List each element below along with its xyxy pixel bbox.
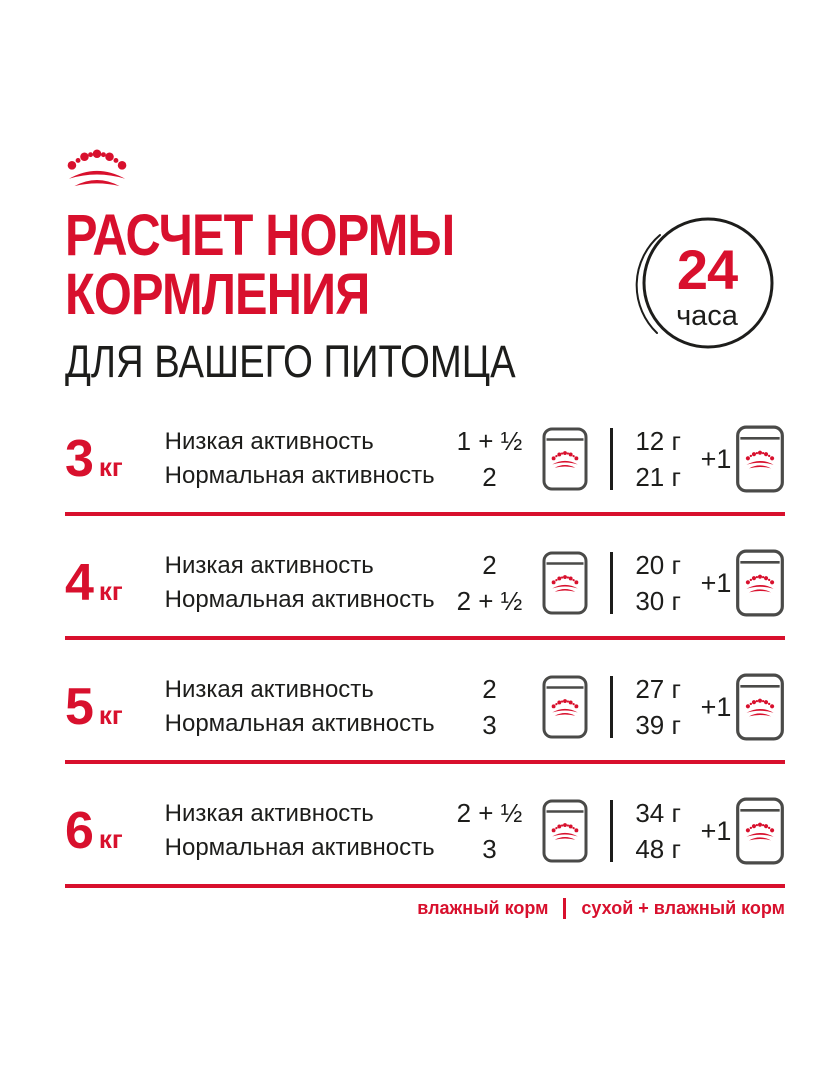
weight-label: 4 кг (65, 554, 123, 612)
page-subtitle: ДЛЯ ВАШЕГО ПИТОМЦА (65, 336, 516, 387)
legend-dry-plus-wet-food: сухой + влажный корм (581, 898, 785, 918)
dry-food-grams: 12 г 21 г (635, 426, 681, 492)
table-row-3kg (65, 392, 785, 516)
plus-one-pouch: +1 (700, 691, 732, 722)
wet-food-portions: 2 2 + ½ (456, 550, 523, 616)
weight-label: 6 кг (65, 802, 123, 860)
badge-hours-unit: часа (676, 300, 738, 332)
weight-label: 3 кг (65, 430, 123, 488)
royal-canin-crown-icon (66, 147, 128, 191)
column-divider (610, 552, 613, 614)
dry-food-grams: 27 г 39 г (635, 674, 681, 740)
wet-food-pouch-icon (542, 551, 588, 615)
wet-food-pouch-icon (735, 797, 785, 865)
wet-food-pouch-icon (735, 425, 785, 493)
page-title-line2: КОРМЛЕНИЯ (65, 262, 370, 327)
plus-one-pouch: +1 (700, 567, 732, 598)
legend-divider (563, 898, 566, 919)
weight-label: 5 кг (65, 678, 123, 736)
page-title-line1: РАСЧЕТ НОРМЫ (65, 203, 455, 268)
activity-labels: Низкая активность Нормальная активность (164, 676, 435, 737)
wet-food-pouch-icon (542, 427, 588, 491)
dry-food-grams: 34 г 48 г (635, 798, 681, 864)
legend-wet-food: влажный корм (417, 898, 549, 918)
column-divider (610, 428, 613, 490)
table-row-6kg (65, 764, 785, 888)
wet-food-portions: 2 3 (482, 674, 497, 740)
activity-labels: Низкая активность Нормальная активность (164, 552, 435, 613)
plus-one-pouch: +1 (700, 815, 732, 846)
wet-food-portions: 1 + ½ 2 (456, 426, 523, 492)
page-title (65, 203, 528, 327)
column-divider (610, 800, 613, 862)
badge-hours-value: 24 (676, 238, 738, 301)
wet-food-portions: 2 + ½ 3 (456, 798, 523, 864)
wet-food-pouch-icon (735, 673, 785, 741)
activity-labels: Низкая активность Нормальная активность (164, 800, 435, 861)
wet-food-pouch-icon (542, 799, 588, 863)
feeding-table (65, 392, 785, 888)
dry-food-grams: 20 г 30 г (635, 550, 681, 616)
wet-food-pouch-icon (542, 675, 588, 739)
table-row-5kg (65, 640, 785, 764)
plus-one-pouch: +1 (700, 443, 732, 474)
activity-labels: Низкая активность Нормальная активность (164, 428, 435, 489)
column-divider (610, 676, 613, 738)
wet-food-pouch-icon (735, 549, 785, 617)
legend (65, 898, 785, 919)
table-row-4kg (65, 516, 785, 640)
24-hours-badge (632, 209, 782, 359)
